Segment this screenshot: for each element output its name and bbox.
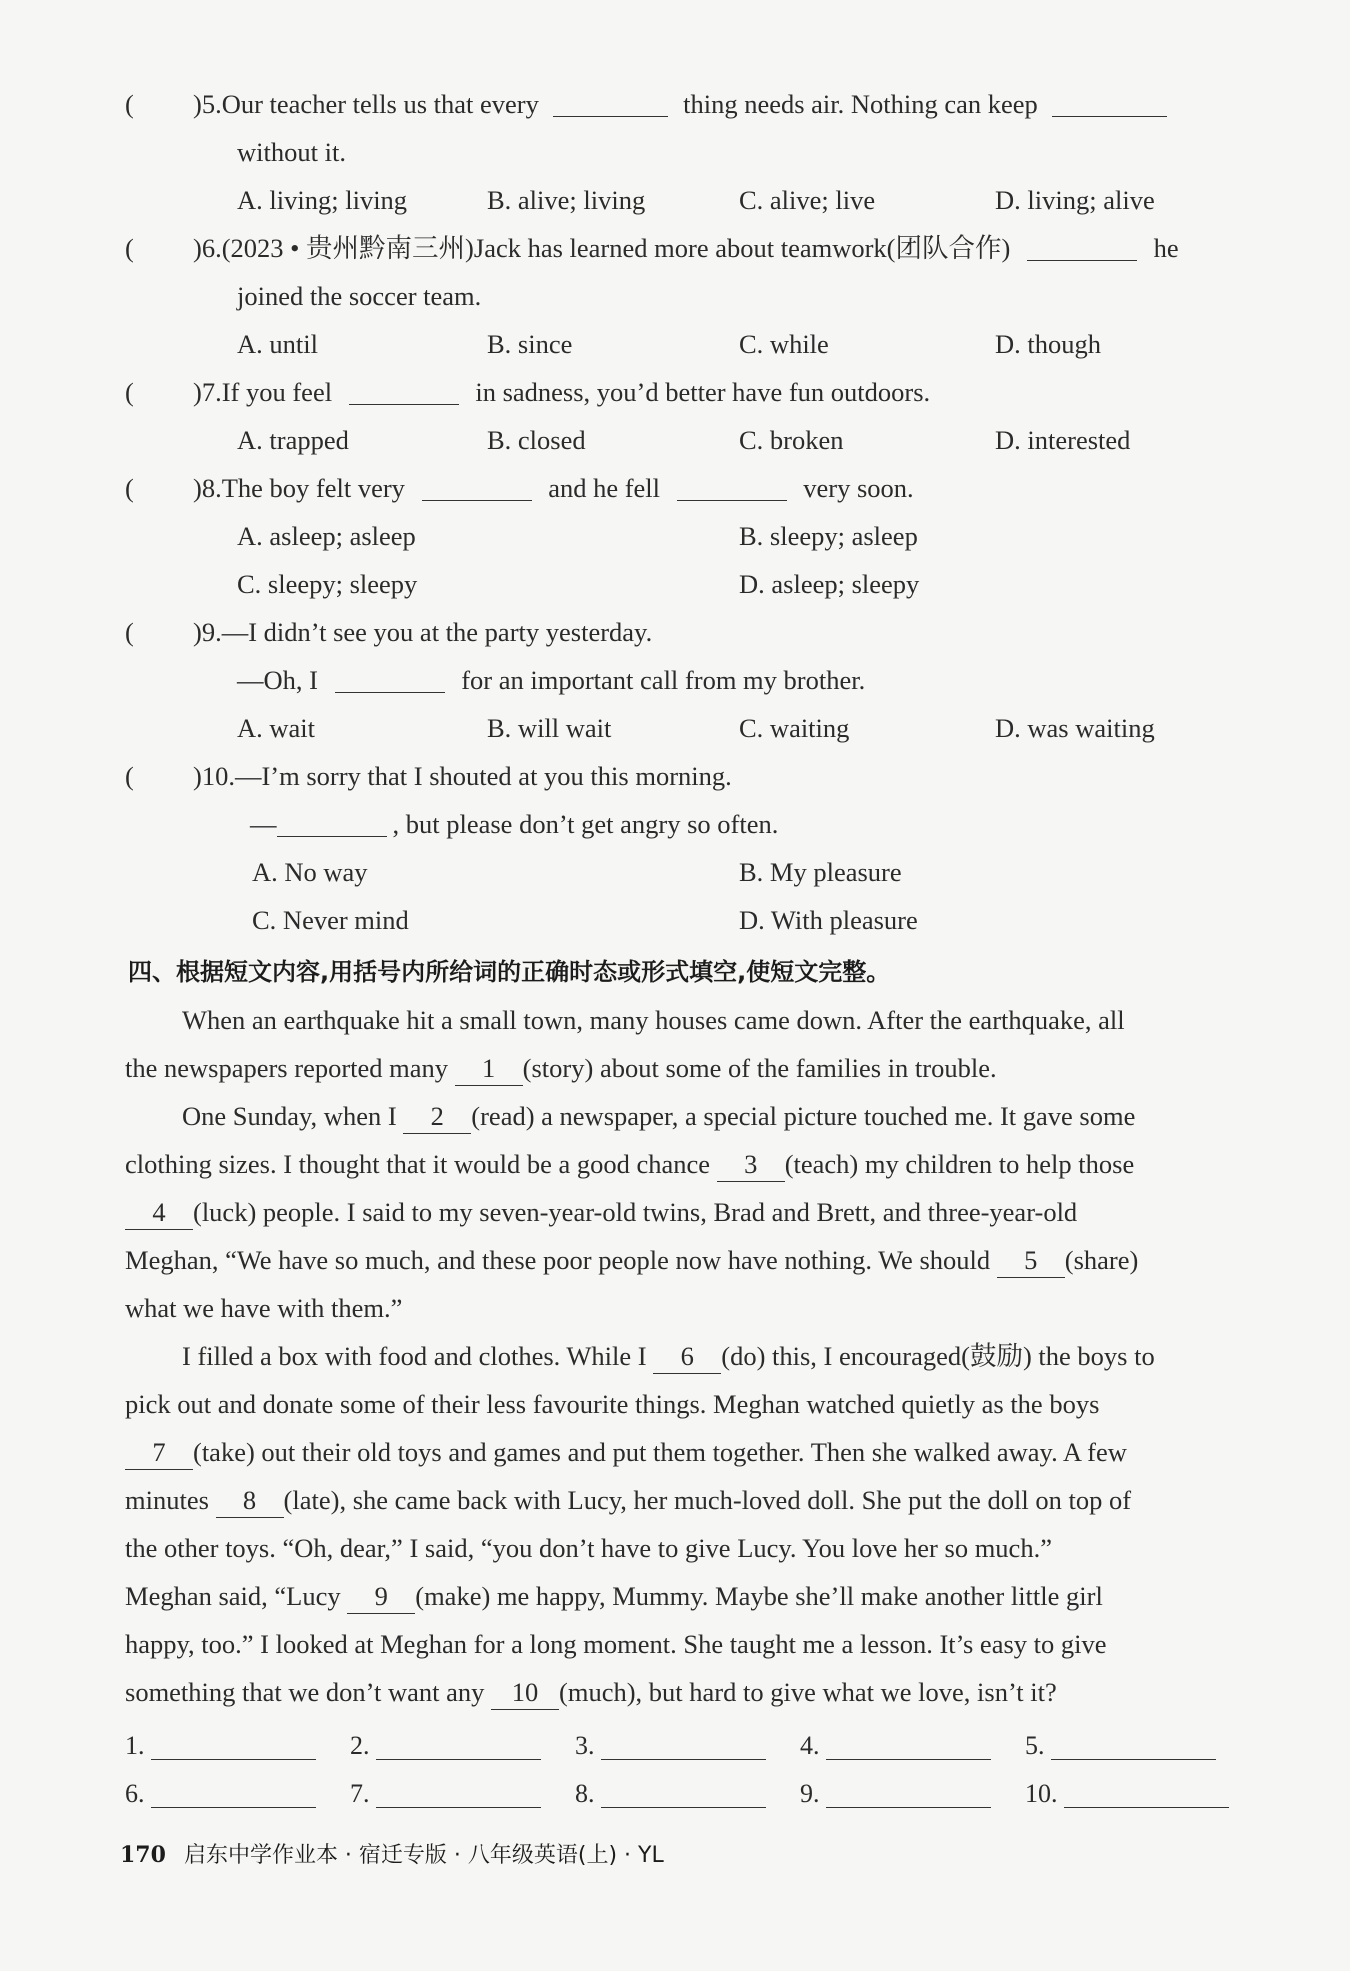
question-stem	[193, 752, 732, 800]
answer-paren-open: (	[125, 617, 134, 647]
question-stem-line2	[237, 656, 865, 704]
answer-paren-open: (	[125, 89, 134, 119]
question-number: )9.	[193, 617, 222, 647]
stem-text: , but please don’t get angry so often.	[392, 809, 779, 839]
stem-text: in sadness, you’d better have fun outdoors.	[475, 377, 931, 407]
stem-text: and he fell	[548, 473, 661, 503]
passage-line: Meghan said, “Lucy 9 (make) me happy, Mummy. Maybe she’ll make another little girl	[125, 1572, 1285, 1620]
option-b[interactable]: B. alive; living	[487, 185, 646, 215]
answer-paren-open: (	[125, 761, 134, 791]
passage-line: When an earthquake hit a small town, many houses came down. After the earthquake, all	[182, 1005, 1125, 1035]
stem-text: (2023 • 贵州黔南三州)Jack has learned more about teamwork(团队合作)	[221, 233, 1011, 263]
passage-line: the other toys. “Oh, dear,” I said, “you don’t have to give Lucy. You love her so much.”	[125, 1533, 1052, 1563]
passage-line: 7 (take) out their old toys and games and put them together. Then she walked away. A few	[125, 1428, 1285, 1476]
blank-7[interactable]: 7	[125, 1435, 193, 1470]
option-c[interactable]: C. sleepy; sleepy	[237, 569, 418, 599]
question-stem	[193, 368, 930, 416]
passage-line: pick out and donate some of their less favourite things. Meghan watched quietly as the boys	[125, 1389, 1100, 1419]
answer-line-9[interactable]: 9.	[800, 1774, 991, 1814]
answer-line-10[interactable]: 10.	[1025, 1774, 1229, 1814]
answer-blank[interactable]	[422, 470, 532, 501]
question-number: )10.	[193, 761, 235, 791]
option-d[interactable]: D. asleep; sleepy	[739, 569, 920, 599]
stem-text: —I’m sorry that I shouted at you this morning.	[234, 761, 732, 791]
question-stem	[193, 464, 914, 512]
question-number: )7.	[193, 377, 222, 407]
passage-line: One Sunday, when I 2 (read) a newspaper, a special picture touched me. It gave some	[182, 1092, 1342, 1140]
option-a[interactable]: A. trapped	[237, 425, 349, 455]
stem-text: —I didn’t see you at the party yesterday.	[221, 617, 653, 647]
option-d[interactable]: D. With pleasure	[739, 905, 918, 935]
stem-text: —Oh, I	[237, 665, 318, 695]
section-4-title: 四、根据短文内容,用括号内所给词的正确时态或形式填空,使短文完整。	[128, 958, 891, 986]
question-stem-line2	[250, 800, 778, 848]
page-number: 170	[120, 1842, 166, 1868]
page-footer	[120, 1838, 664, 1869]
blank-5[interactable]: 5	[997, 1243, 1065, 1278]
stem-text: thing needs air. Nothing can keep	[683, 89, 1038, 119]
stem-text: The boy felt very	[221, 473, 405, 503]
answer-blank[interactable]	[277, 806, 387, 837]
option-b[interactable]: B. closed	[487, 425, 586, 455]
option-a[interactable]: A. No way	[252, 857, 368, 887]
option-c[interactable]: C. alive; live	[739, 185, 876, 215]
stem-text: Our teacher tells us that every	[221, 89, 539, 119]
stem-text: without it.	[237, 137, 346, 167]
answer-line-1[interactable]: 1.	[125, 1726, 316, 1766]
option-d[interactable]: D. interested	[995, 425, 1131, 455]
passage-line: the newspapers reported many 1 (story) about some of the families in trouble.	[125, 1044, 1285, 1092]
option-b[interactable]: B. since	[487, 329, 573, 359]
option-b[interactable]: B. will wait	[487, 713, 612, 743]
blank-3[interactable]: 3	[717, 1147, 785, 1182]
option-c[interactable]: C. broken	[739, 425, 844, 455]
question-number: )6.	[193, 233, 222, 263]
option-a[interactable]: A. living; living	[237, 185, 408, 215]
answer-line-6[interactable]: 6.	[125, 1774, 316, 1814]
answer-line-8[interactable]: 8.	[575, 1774, 766, 1814]
passage-line: I filled a box with food and clothes. While I 6 (do) this, I encouraged(鼓励) the boys to	[182, 1332, 1342, 1380]
passage-line: Meghan, “We have so much, and these poor people now have nothing. We should 5 (share)	[125, 1236, 1285, 1284]
answer-paren-open: (	[125, 233, 134, 263]
stem-text: joined the soccer team.	[237, 281, 482, 311]
passage-line: happy, too.” I looked at Meghan for a long moment. She taught me a lesson. It’s easy to give	[125, 1629, 1107, 1659]
answer-blank[interactable]	[553, 86, 668, 117]
option-d[interactable]: D. was waiting	[995, 713, 1155, 743]
answer-blank[interactable]	[1027, 230, 1137, 261]
blank-8[interactable]: 8	[216, 1483, 284, 1518]
question-number: )8.	[193, 473, 222, 503]
question-number: )5.	[193, 89, 222, 119]
option-b[interactable]: B. sleepy; asleep	[739, 521, 918, 551]
blank-9[interactable]: 9	[347, 1579, 415, 1614]
option-c[interactable]: C. Never mind	[252, 905, 409, 935]
book-title: 启东中学作业本 · 宿迁专版 · 八年级英语(上) · YL	[183, 1843, 664, 1868]
answer-blank[interactable]	[349, 374, 459, 405]
passage-line: minutes 8 (late), she came back with Lucy, her much-loved doll. She put the doll on top of	[125, 1476, 1285, 1524]
answer-blank[interactable]	[335, 662, 445, 693]
answer-paren-open: (	[125, 377, 134, 407]
blank-10[interactable]: 10	[491, 1675, 559, 1710]
passage-line: what we have with them.”	[125, 1293, 403, 1323]
stem-text: very soon.	[803, 473, 914, 503]
question-stem	[193, 608, 652, 656]
passage-line: clothing sizes. I thought that it would be a good chance 3 (teach) my children to help those	[125, 1140, 1285, 1188]
answer-line-7[interactable]: 7.	[350, 1774, 541, 1814]
option-c[interactable]: C. while	[739, 329, 829, 359]
stem-text: If you feel	[221, 377, 333, 407]
answer-paren-open: (	[125, 473, 134, 503]
option-b[interactable]: B. My pleasure	[739, 857, 902, 887]
blank-4[interactable]: 4	[125, 1195, 193, 1230]
stem-text: for an important call from my brother.	[461, 665, 866, 695]
option-a[interactable]: A. until	[237, 329, 318, 359]
answer-line-5[interactable]: 5.	[1025, 1726, 1216, 1766]
answer-blank[interactable]	[677, 470, 787, 501]
option-a[interactable]: A. asleep; asleep	[237, 521, 416, 551]
answer-blank[interactable]	[1052, 86, 1167, 117]
option-d[interactable]: D. though	[995, 329, 1101, 359]
option-a[interactable]: A. wait	[237, 713, 316, 743]
answer-line-4[interactable]: 4.	[800, 1726, 991, 1766]
stem-text: he	[1153, 233, 1179, 263]
answer-line-3[interactable]: 3.	[575, 1726, 766, 1766]
blank-2[interactable]: 2	[403, 1099, 471, 1134]
passage-line: something that we don’t want any 10 (much), but hard to give what we love, isn’t it?	[125, 1668, 1285, 1716]
blank-1[interactable]: 1	[455, 1051, 523, 1086]
question-stem	[193, 224, 1179, 272]
blank-6[interactable]: 6	[653, 1339, 721, 1374]
passage-line: 4 (luck) people. I said to my seven-year-old twins, Brad and Brett, and three-year-old	[125, 1188, 1285, 1236]
option-d[interactable]: D. living; alive	[995, 185, 1155, 215]
option-c[interactable]: C. waiting	[739, 713, 850, 743]
question-stem	[193, 80, 1167, 128]
answer-line-2[interactable]: 2.	[350, 1726, 541, 1766]
stem-text: —	[250, 809, 277, 839]
